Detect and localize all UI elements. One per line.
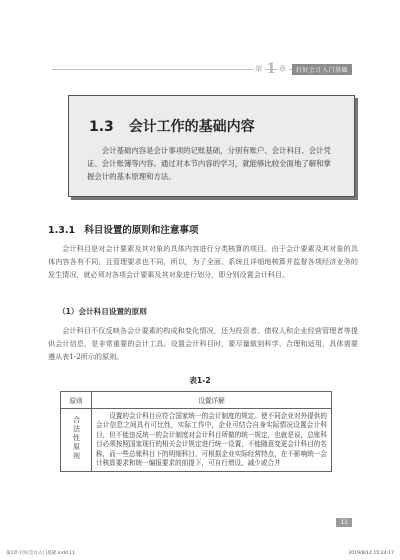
chapter-number: 1 bbox=[266, 61, 276, 77]
section-title: 会计工作的基础内容 bbox=[128, 119, 255, 135]
table-header-detail: 设置详解 bbox=[92, 392, 332, 409]
principle-label: 合法性原则 bbox=[72, 415, 81, 461]
table-cell-detail: 设置的会计科目应符合国家统一的会计制度的规定。使不同企业对外提供的会计信息之间具有可比性，实际工作中，企业可结合自身实际情况设置会计科目，但不能违反统一的会计制度对会计科目所做的统一规定，也就是说，总账科目必须按照国家现行的相关会计规定进行统一设置，不能随意变更会计科目的名称，而一些总账科目下的明细科目，可根据企业实际经营特点，在不影响统一会计核算要求和统一编报要求的前提下，可自行增设、减少或合并 bbox=[92, 409, 332, 472]
subsection-number: 1.3.1 bbox=[48, 225, 76, 236]
chapter-prefix: 第 bbox=[255, 65, 264, 73]
section-box bbox=[68, 95, 355, 197]
subsub-heading: （1）会计科目设置的原则 bbox=[58, 307, 147, 316]
principles-table bbox=[60, 391, 332, 472]
chapter-header bbox=[253, 62, 352, 76]
table-cell-principle bbox=[61, 409, 92, 472]
print-footer-file: 第1章 打好会计入门基础.indd 11 bbox=[6, 551, 76, 556]
table-caption: 表1-2 bbox=[189, 376, 211, 385]
table-header-row bbox=[61, 392, 332, 409]
chapter-suffix: 章 bbox=[278, 65, 287, 73]
table-row bbox=[61, 409, 332, 472]
section-heading bbox=[89, 116, 255, 136]
chapter-title: 打好会计入门基础 bbox=[292, 64, 352, 75]
page-number: 11 bbox=[336, 518, 352, 527]
paragraph-subject-definition: 会计科目是对会计要素及其对象的具体内容进行分类核算的项目。由于会计要素及其对象的具体内容各有不同，且管理要求也不同，所以，为了全面、系统且详细地核算并监督各项经济业务的发生情况，就必须对各项会计要素及其对象进行划分，即分别设置会计科目。 bbox=[48, 244, 358, 279]
section-intro: 会计基础内容是会计事项的记账基础，分别有账户、会计科目、会计凭证、会计账簿等内容。通过对本节内容的学习，就能够比较全面地了解和掌握会计的基本原理和方法。 bbox=[87, 146, 331, 181]
subsection-heading bbox=[48, 222, 198, 236]
section-number: 1.3 bbox=[89, 119, 114, 135]
subsection-title: 科目设置的原则和注意事项 bbox=[84, 225, 199, 236]
table-header-principle: 原则 bbox=[61, 392, 92, 409]
paragraph-principles-intro: 会计科目不仅反映各会计要素的构成和变化情况，还为投资者、债权人和企业经营管理者等提供会计信息，是非常重要的会计工具。设置会计科目时，要尽量做到科学、合理和适用，具体需要遵从表1-2所示的原则。 bbox=[48, 326, 358, 361]
print-footer-timestamp: 2019/8/14 15:24:17 bbox=[348, 551, 394, 556]
